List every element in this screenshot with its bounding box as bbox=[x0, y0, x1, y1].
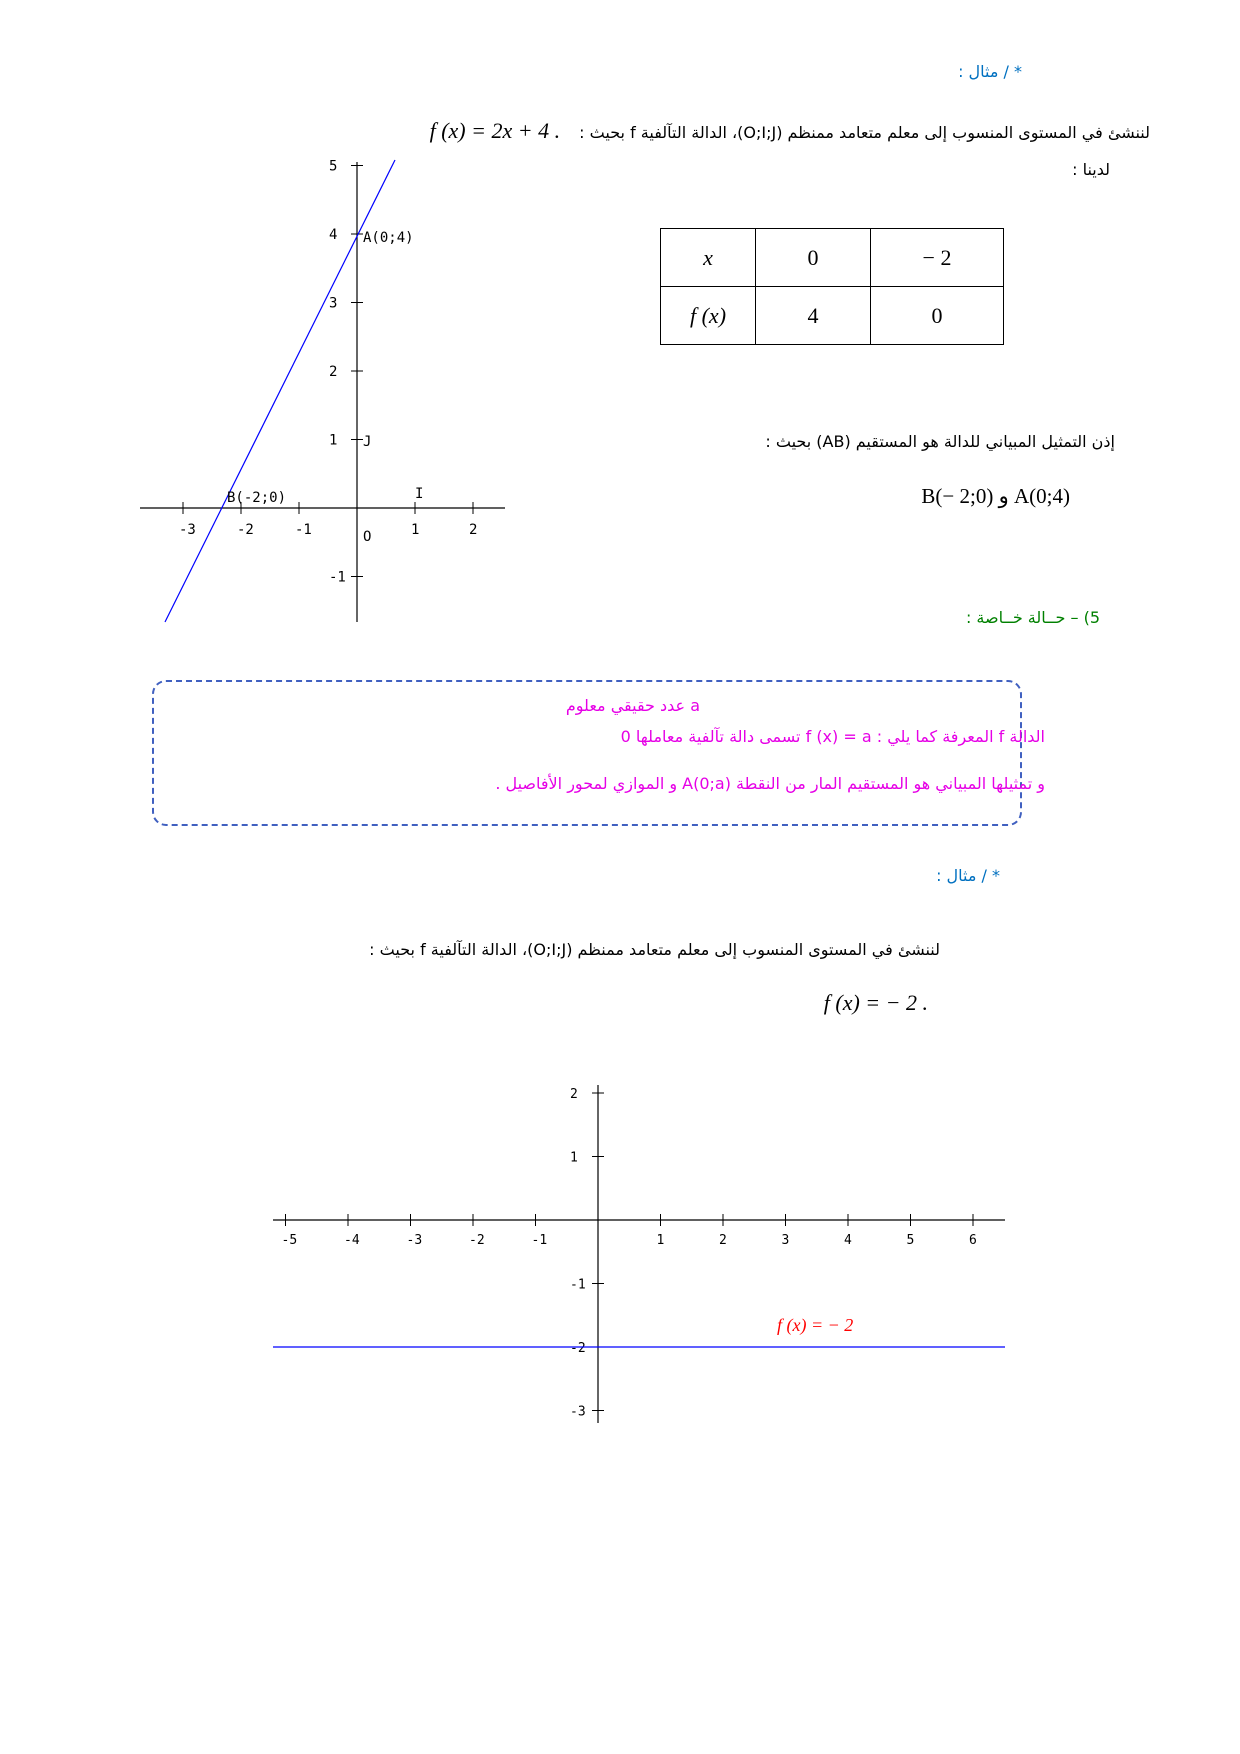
table-cell: 0 bbox=[871, 287, 1004, 345]
values-table bbox=[660, 228, 1004, 345]
table-cell: − 2 bbox=[871, 229, 1004, 287]
graph1-x-tick-label: 2 bbox=[469, 522, 478, 538]
table-cell: 0 bbox=[756, 229, 871, 287]
example1-formula: . f (x) = 2x + 4 bbox=[429, 118, 561, 143]
graph2-x-tick-label: 3 bbox=[781, 1233, 790, 1248]
table-cell: x bbox=[661, 229, 756, 287]
graph2-x-tick-label: -5 bbox=[281, 1233, 298, 1248]
example1-points: A(0;4) و B(− 2;0) bbox=[921, 484, 1070, 508]
graph1-y-tick-label: 1 bbox=[329, 432, 338, 449]
table-row bbox=[661, 287, 1004, 345]
graph2-x-tick-label: 1 bbox=[656, 1233, 665, 1248]
example1-conclusion: إذن التمثيل المبياني للدالة هو المستقيم (AB) بحيث : bbox=[765, 432, 1115, 451]
example1-intro-text: لننشئ في المستوى المنسوب إلى معلم متعامد ممنظم (O;I;J)، الدالة التآلفية f بحيث : bbox=[579, 123, 1150, 142]
graph1-point-a-label: A(0;4) bbox=[363, 230, 414, 246]
graph2-y-tick-label: 2 bbox=[570, 1087, 578, 1102]
example1-intro bbox=[430, 118, 1150, 144]
graph2-x-tick-label: -2 bbox=[469, 1233, 485, 1248]
graph1-point-b-label: B(-2;0) bbox=[227, 490, 287, 506]
example2-formula: . f (x) = − 2 bbox=[823, 990, 928, 1015]
graph1-origin-label: O bbox=[363, 529, 372, 545]
example2-heading: * / مثال : bbox=[936, 866, 1000, 885]
graph1-function-line bbox=[165, 160, 395, 622]
graph2-curve-label: f (x) = − 2 bbox=[777, 1315, 854, 1335]
graph1-x-tick-label: -1 bbox=[295, 522, 312, 538]
graph2-y-tick-label: -3 bbox=[570, 1404, 586, 1420]
graph1-y-tick-label: 2 bbox=[329, 364, 338, 380]
graph2-x-tick-label: 6 bbox=[969, 1233, 977, 1248]
graph1-y-tick-label: -1 bbox=[329, 569, 346, 586]
graph1-plot bbox=[130, 150, 510, 630]
graph2-x-tick-label: -3 bbox=[406, 1233, 423, 1248]
graph2-y-tick-label: 1 bbox=[570, 1150, 578, 1166]
table-cell: f (x) bbox=[661, 287, 756, 345]
graph1-i-label: I bbox=[415, 486, 424, 502]
graph2-x-tick-label: 5 bbox=[906, 1233, 915, 1248]
definition-line3: و تمثيلها المبياني هو المستقيم المار من النقطة A(0;a) و الموازي لمحور الأفاصيل . bbox=[495, 774, 1045, 793]
section5-heading: 5) – حــالة خــاصة : bbox=[965, 608, 1100, 627]
graph1-x-tick-label: -2 bbox=[237, 522, 254, 538]
example2-intro: لننشئ في المستوى المنسوب إلى معلم متعامد ممنظم (O;I;J)، الدالة التآلفية f بحيث : bbox=[369, 940, 940, 959]
table-row bbox=[661, 229, 1004, 287]
graph1-y-tick-label: 3 bbox=[329, 295, 338, 312]
graph2-y-tick-label: -2 bbox=[570, 1341, 586, 1356]
graph1-j-label: J bbox=[363, 434, 372, 450]
graph1-y-tick-label: 4 bbox=[329, 227, 338, 243]
example1-we-have: لدينا : bbox=[1072, 160, 1110, 179]
definition-line1: a عدد حقيقي معلوم bbox=[565, 696, 700, 715]
graph1-x-tick-label: 1 bbox=[411, 522, 420, 538]
table-cell: 4 bbox=[756, 287, 871, 345]
graph2-y-tick-label: -1 bbox=[570, 1277, 586, 1293]
graph2-plot bbox=[265, 1085, 1010, 1425]
definition-line2: الدالة f المعرفة كما يلي : f (x) = a تسمى دالة تآلفية معاملها 0 bbox=[620, 727, 1045, 746]
graph1-x-tick-label: -3 bbox=[179, 522, 196, 538]
graph1-y-tick-label: 5 bbox=[329, 158, 338, 175]
graph2-x-tick-label: 4 bbox=[844, 1233, 852, 1248]
graph2-x-tick-label: -4 bbox=[344, 1233, 360, 1248]
graph2-x-tick-label: -1 bbox=[531, 1233, 548, 1248]
example1-heading: * / مثال : bbox=[958, 62, 1022, 81]
graph2-x-tick-label: 2 bbox=[719, 1233, 727, 1248]
